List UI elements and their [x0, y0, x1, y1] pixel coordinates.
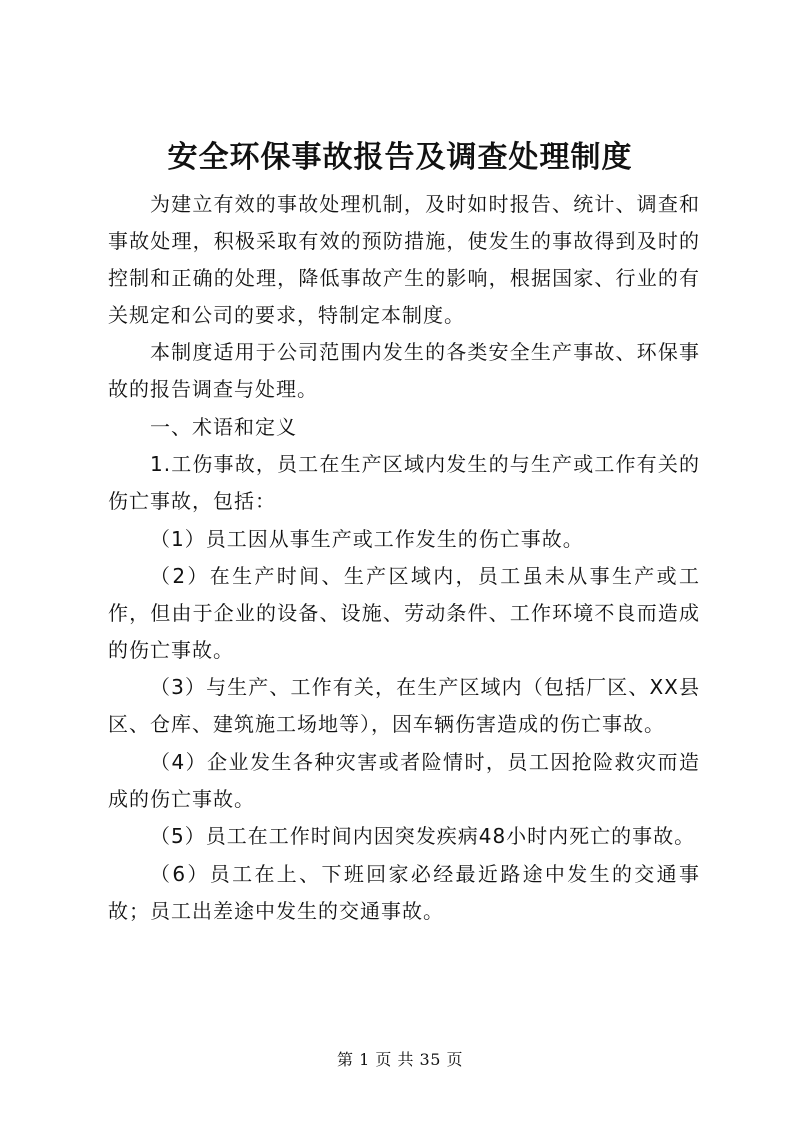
list-item-3: （3）与生产、工作有关，在生产区域内（包括厂区、XX县区、仓库、建筑施工场地等），因车辆伤害造成的伤亡事故。 [108, 675, 700, 737]
list-item-5: （5）员工在工作时间内因突发疾病48小时内死亡的事故。 [150, 824, 696, 849]
page-number-footer: 第 1 页 共 35 页 [337, 1050, 463, 1069]
list-item-4: （4）企业发生各种灾害或者险情时，员工因抢险救灾而造成的伤亡事故。 [108, 749, 700, 811]
paragraph-work-injury-definition: 1.工伤事故，员工在生产区域内发生的与生产或工作有关的伤亡事故，包括： [108, 452, 700, 514]
section-heading-terms: 一、术语和定义 [150, 414, 297, 439]
document-title: 安全环保事故报告及调查处理制度 [167, 140, 633, 175]
document-body [108, 186, 700, 930]
paragraph-purpose: 为建立有效的事故处理机制，及时如时报告、统计、调查和事故处理，积极采取有效的预防措施，使发生的事故得到及时的控制和正确的处理，降低事故产生的影响，根据国家、行业的有关规定和公司的要求，特制定本制度。 [108, 192, 700, 327]
list-item-6: （6）员工在上、下班回家必经最近路途中发生的交通事故；员工出差途中发生的交通事故。 [108, 861, 700, 923]
paragraph-scope: 本制度适用于公司范围内发生的各类安全生产事故、环保事故的报告调查与处理。 [108, 340, 700, 402]
list-item-2: （2）在生产时间、生产区域内，员工虽未从事生产或工作，但由于企业的设备、设施、劳动条件、工作环境不良而造成的伤亡事故。 [108, 563, 700, 662]
list-item-1: （1）员工因从事生产或工作发生的伤亡事故。 [150, 526, 584, 551]
